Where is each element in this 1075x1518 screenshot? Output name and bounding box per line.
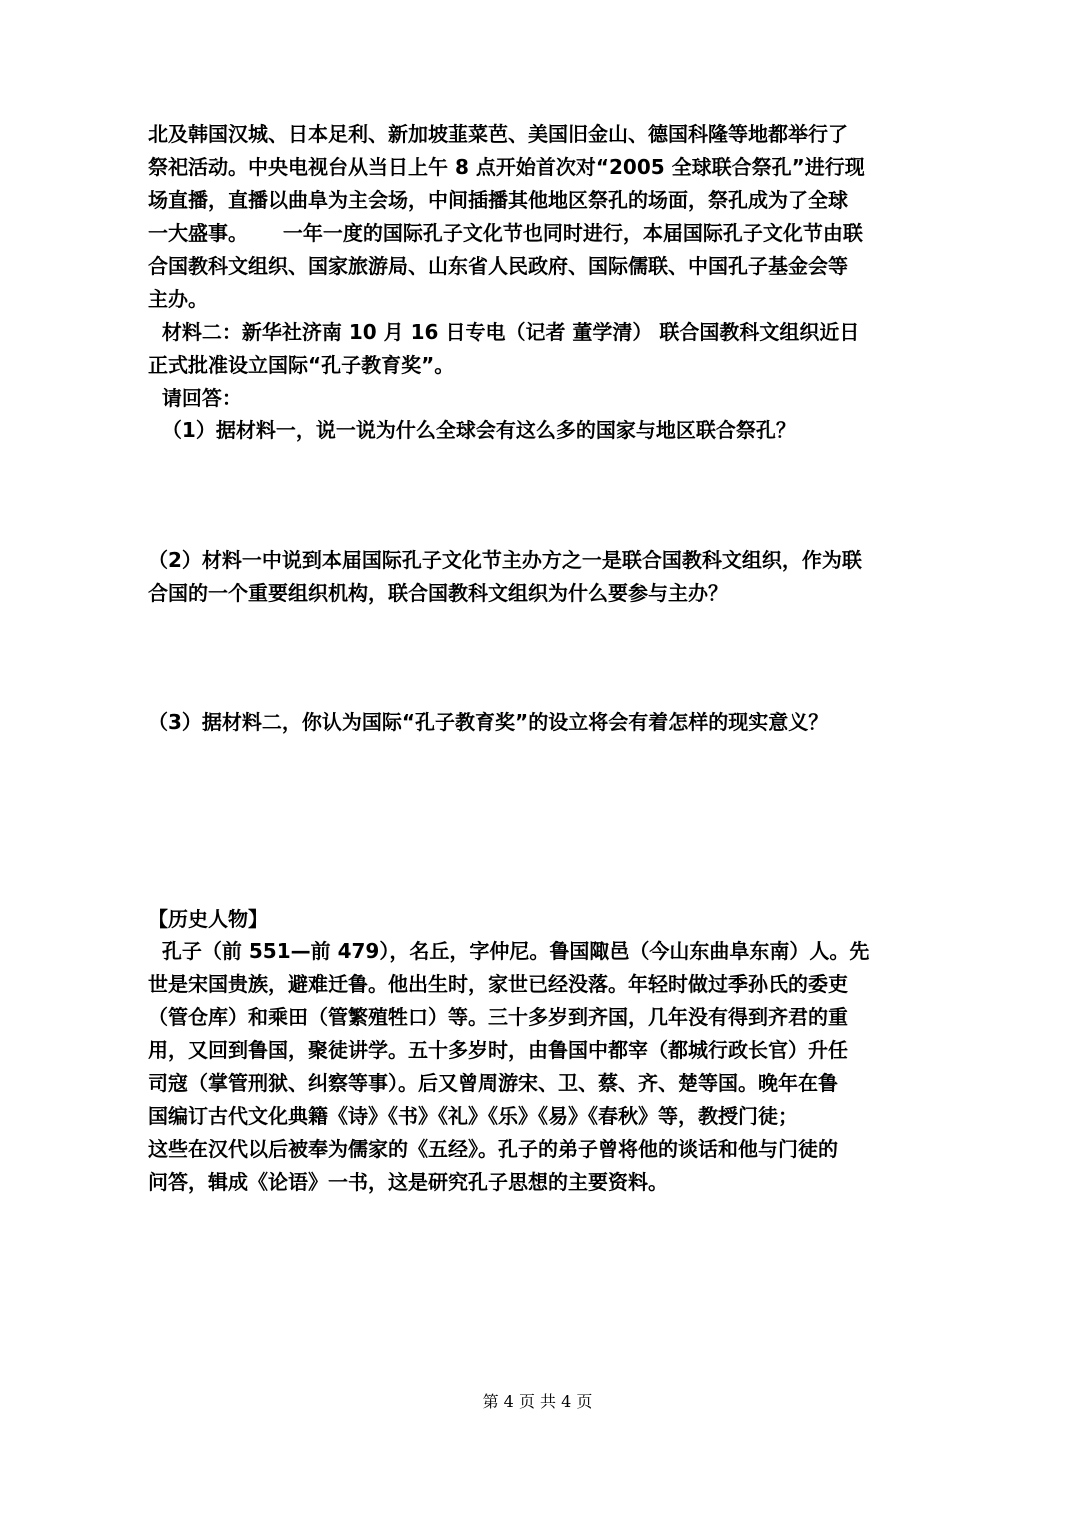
text-line: （3）据材料二，你认为国际“孔子教育奖”的设立将会有着怎样的现实意义？ xyxy=(148,710,829,734)
text-line: 祭祀活动。中央电视台从当日上午 8 点开始首次对“2005 全球联合祭孔”进行现 xyxy=(148,155,865,179)
history-figure-paragraph xyxy=(148,935,928,1199)
text-line: 场直播，直播以曲阜为主会场，中间插播其他地区祭孔的场面，祭孔成为了全球 xyxy=(148,188,848,212)
text-line: 合国教科文组织、国家旅游局、山东省人民政府、国际儒联、中国孔子基金会等 xyxy=(148,254,848,278)
section-heading: 【历史人物】 xyxy=(148,907,268,931)
text-line: 孔子（前 551—前 479），名丘，字仲尼。鲁国陬邑（今山东曲阜东南）人。先 xyxy=(148,939,870,963)
text-line: （管仓库）和乘田（管繁殖牲口）等。三十多岁到齐国，几年没有得到齐君的重 xyxy=(148,1005,848,1029)
text-line: 正式批准设立国际“孔子教育奖”。 xyxy=(148,353,455,377)
text-line: 司寇（掌管刑狱、纠察等事）。后又曾周游宋、卫、蔡、齐、楚等国。晚年在鲁 xyxy=(148,1071,838,1095)
text-line: （2）材料一中说到本届国际孔子文化节主办方之一是联合国教科文组织，作为联 xyxy=(148,548,862,572)
text-line: 材料二：新华社济南 10 月 16 日专电（记者 董学清） 联合国教科文组织近日 xyxy=(148,320,860,344)
history-figure-heading xyxy=(148,903,928,936)
text-line: 北及韩国汉城、日本足利、新加坡韮菜芭、美国旧金山、德国科隆等地都举行了 xyxy=(148,122,848,146)
page-number: 第 4 页 共 4 页 xyxy=(482,1392,593,1411)
question-3 xyxy=(148,706,928,739)
text-line: 问答，辑成《论语》一书，这是研究孔子思想的主要资料。 xyxy=(148,1170,668,1194)
question-2 xyxy=(148,544,928,610)
text-line: 用，又回到鲁国，聚徒讲学。五十多岁时，由鲁国中都宰（都城行政长官）升任 xyxy=(148,1038,848,1062)
text-line: 世是宋国贵族，避难迁鲁。他出生时，家世已经没落。年轻时做过季孙氏的委吏 xyxy=(148,972,848,996)
text-line: 请回答： xyxy=(148,386,242,410)
answer-prompt xyxy=(148,382,928,415)
text-line: 主办。 xyxy=(148,287,208,311)
text-line: 这些在汉代以后被奉为儒家的《五经》。孔子的弟子曾将他的谈话和他与门徒的 xyxy=(148,1137,838,1161)
material-one-paragraph xyxy=(148,118,928,316)
page-footer xyxy=(0,1390,1075,1414)
text-line: （1）据材料一，说一说为什么全球会有这么多的国家与地区联合祭孔？ xyxy=(148,418,796,442)
text-line: 合国的一个重要组织机构，联合国教科文组织为什么要参与主办？ xyxy=(148,581,728,605)
text-line: 一大盛事。 一年一度的国际孔子文化节也同时进行，本届国际孔子文化节由联 xyxy=(148,221,863,245)
text-line: 国编订古代文化典籍《诗》《书》《礼》《乐》《易》《春秋》等，教授门徒； xyxy=(148,1104,798,1128)
question-1 xyxy=(148,414,928,447)
material-two-paragraph xyxy=(148,316,928,382)
